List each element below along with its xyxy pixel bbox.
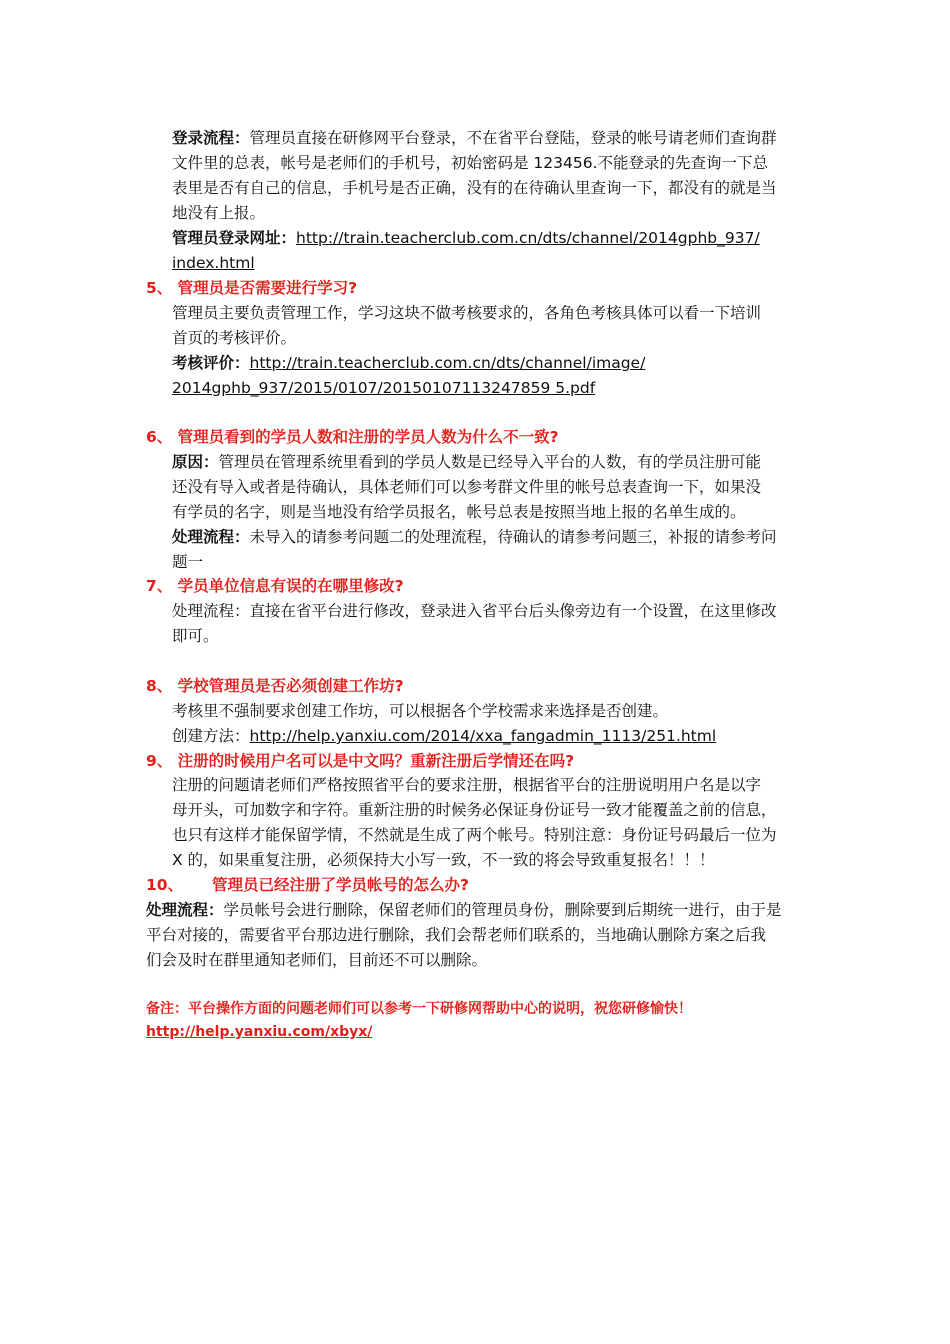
q6-heading: 6、 管理员看到的学员人数和注册的学员人数为什么不一致? xyxy=(146,428,559,446)
login-url-label: 管理员登录网址： xyxy=(172,229,297,247)
q8-method-line xyxy=(172,724,716,749)
login-url-line xyxy=(172,226,760,251)
login-line-4: 地没有上报。 xyxy=(172,204,266,222)
note-link[interactable]: http://help.yanxiu.com/xbyx/ xyxy=(146,1024,373,1040)
login-label: 登录流程： xyxy=(172,129,250,147)
q5-link[interactable]: http://train.teacherclub.com.cn/dts/channel/image/ xyxy=(249,354,646,372)
q5-link-cont[interactable]: 2014gphb_937/2015/0107/20150107113247859 5.pdf xyxy=(172,379,596,397)
q5-line-1: 管理员主要负责管理工作，学习这块不做考核要求的，各角色考核具体可以看一下培训 xyxy=(172,304,762,322)
q9-line-1: 注册的问题请老师们严格按照省平台的要求注册，根据省平台的注册说明用户名是以字 xyxy=(172,776,762,794)
note-url-line xyxy=(146,1019,372,1045)
q9-heading: 9、 注册的时候用户名可以是中文吗？重新注册后学情还在吗? xyxy=(146,752,575,770)
q6-reason-line-1: 原因：管理员在管理系统里看到的学员人数是已经导入平台的人数，有的学员注册可能 xyxy=(172,453,762,471)
q6-proc-label: 处理流程： xyxy=(172,528,250,546)
q8-line-1: 考核里不强制要求创建工作坊，可以根据各个学校需求来选择是否创建。 xyxy=(172,702,669,720)
q10-proc-label: 处理流程： xyxy=(146,901,224,919)
login-url-line-2 xyxy=(172,251,255,276)
q5-link-line-2 xyxy=(172,376,595,401)
q6-proc-line-1: 处理流程：未导入的请参考问题二的处理流程，待确认的请参考问题三，补报的请参考问 xyxy=(172,528,777,546)
q10-line-2: 平台对接的，需要省平台那边进行删除，我们会帮老师们联系的，当地确认删除方案之后我 xyxy=(146,926,767,944)
login-url-link-cont[interactable]: index.html xyxy=(172,254,255,272)
q6-reason-line-2: 还没有导入或者是待确认，具体老师们可以参考群文件里的帐号总表查询一下，如果没 xyxy=(172,478,762,496)
q9-line-4: X 的，如果重复注册，必须保持大小写一致，不一致的将会导致重复报名！！！ xyxy=(172,851,715,869)
q10-line-3: 们会及时在群里通知老师们，目前还不可以删除。 xyxy=(146,951,488,969)
note-text: 备注：平台操作方面的问题老师们可以参考一下研修网帮助中心的说明，祝您研修愉快！ xyxy=(146,1001,692,1017)
q6-reason-line-3: 有学员的名字，则是当地没有给学员报名，帐号总表是按照当地上报的名单生成的。 xyxy=(172,503,746,521)
q5-line-2: 首页的考核评价。 xyxy=(172,329,297,347)
q8-method-label: 创建方法： xyxy=(172,727,250,745)
q8-method-link[interactable]: http://help.yanxiu.com/2014/xxa_fangadmin_1113/251.html xyxy=(249,727,717,745)
login-line-1: 登录流程：管理员直接在研修网平台登录，不在省平台登陆，登录的帐号请老师们查询群 xyxy=(172,129,777,147)
q7-heading: 7、 学员单位信息有误的在哪里修改? xyxy=(146,577,404,595)
q9-line-2: 母开头，可加数字和字符。重新注册的时候务必保证身份证号一致才能覆盖之前的信息， xyxy=(172,801,777,819)
q9-line-3: 也只有这样才能保留学情，不然就是生成了两个帐号。特别注意：身份证号码最后一位为 xyxy=(172,826,777,844)
q7-line-2: 即可。 xyxy=(172,627,219,645)
q5-heading: 5、 管理员是否需要进行学习? xyxy=(146,279,358,297)
q6-proc-line-2: 题一 xyxy=(172,553,204,571)
q7-line-1: 处理流程：直接在省平台进行修改，登录进入省平台后头像旁边有一个设置，在这里修改 xyxy=(172,602,777,620)
q10-number: 10、 xyxy=(146,876,184,894)
login-url-link[interactable]: http://train.teacherclub.com.cn/dts/channel/2014gphb_937/ xyxy=(296,229,760,247)
q5-link-line xyxy=(172,351,645,376)
login-line-2: 文件里的总表，帐号是老师们的手机号，初始密码是 123456.不能登录的先查询一下总 xyxy=(172,154,769,172)
q10-line-1: 处理流程：学员帐号会进行删除，保留老师们的管理员身份，删除要到后期统一进行，由于是 xyxy=(146,901,782,919)
q8-heading: 8、 学校管理员是否必须创建工作坊? xyxy=(146,677,404,695)
q6-reason-label: 原因： xyxy=(172,453,219,471)
q5-link-label: 考核评价： xyxy=(172,354,250,372)
q10-heading: 管理员已经注册了学员帐号的怎么办? xyxy=(212,876,469,894)
login-line-3: 表里是否有自己的信息，手机号是否正确，没有的在待确认里查询一下，都没有的就是当 xyxy=(172,179,777,197)
